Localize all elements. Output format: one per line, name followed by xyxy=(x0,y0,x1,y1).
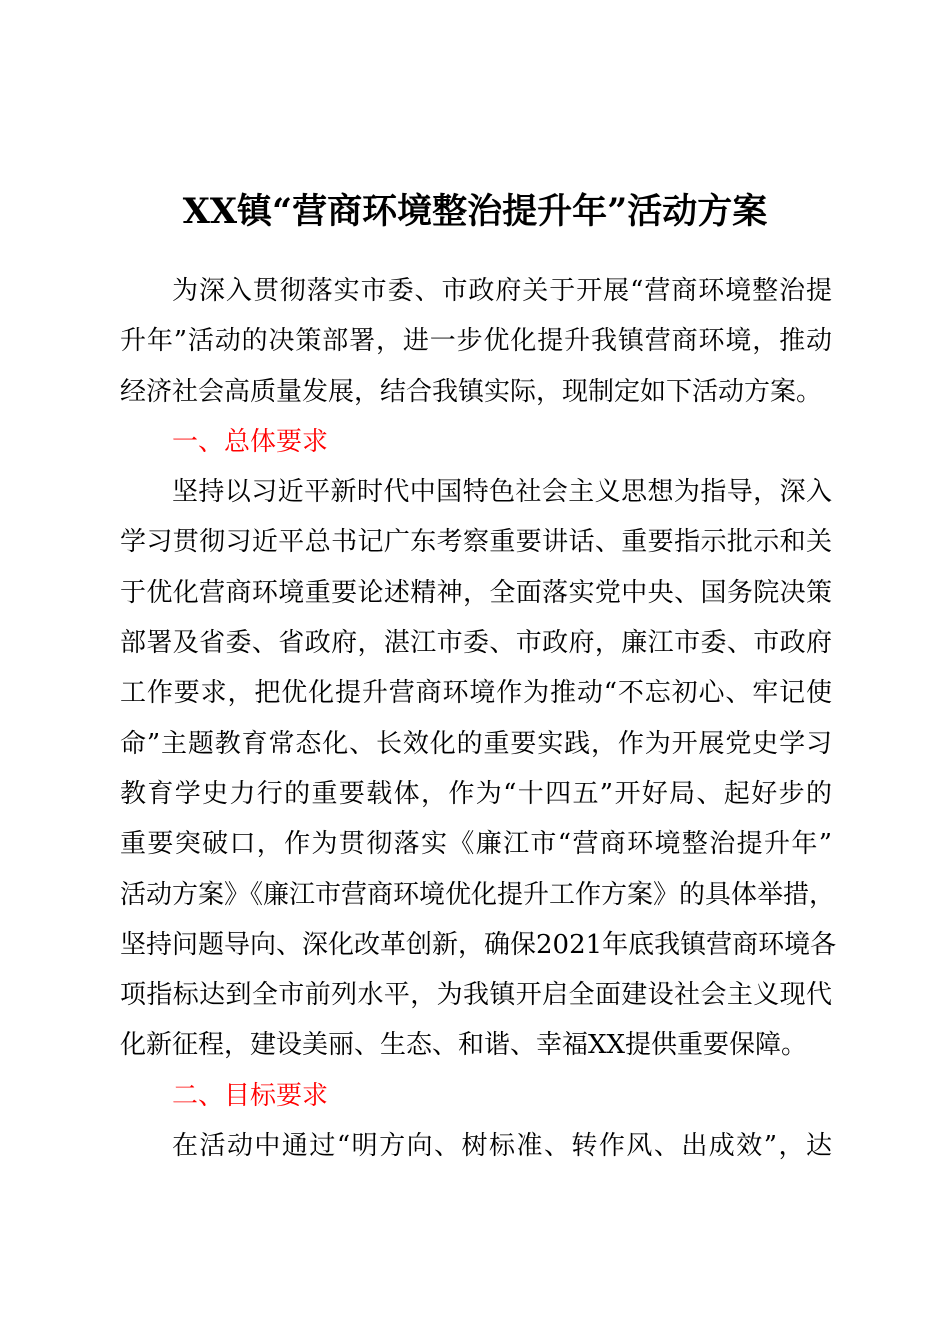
paragraph-line: 教育学史力行的重要载体，作为“十四五”开好局、起好步的 xyxy=(120,778,832,809)
paragraph-line: 在活动中通过“明方向、树标准、转作风、出成效”，达 xyxy=(172,1131,832,1162)
section-heading-1: 一、总体要求 xyxy=(172,426,329,457)
paragraph-line: 学习贯彻习近平总书记广东考察重要讲话、重要指示批示和关 xyxy=(120,527,832,558)
paragraph-line: 升年”活动的决策部署，进一步优化提升我镇营商环境，推动 xyxy=(120,326,832,357)
paragraph-line: 部署及省委、省政府，湛江市委、市政府，廉江市委、市政府 xyxy=(120,628,832,659)
section-heading-2: 二、目标要求 xyxy=(172,1080,329,1111)
paragraph-line: 工作要求，把优化提升营商环境作为推动“不忘初心、牢记使 xyxy=(120,678,832,709)
paragraph-line: 于优化营商环境重要论述精神，全面落实党中央、国务院决策 xyxy=(120,577,832,608)
paragraph-line: 为深入贯彻落实市委、市政府关于开展“营商环境整治提 xyxy=(172,276,832,306)
paragraph-line: 项指标达到全市前列水平，为我镇开启全面建设社会主义现代 xyxy=(120,980,832,1011)
paragraph-line: 重要突破口，作为贯彻落实《廉江市“营商环境整治提升年” xyxy=(120,829,832,860)
paragraph-line: 经济社会高质量发展，结合我镇实际，现制定如下活动方案。 xyxy=(120,376,823,407)
document-body xyxy=(120,266,837,1171)
document-title: XX镇“营商环境整治提升年”活动方案 xyxy=(182,191,768,232)
paragraph-line: 坚持问题导向、深化改革创新，确保2021年底我镇营商环境各 xyxy=(120,929,837,960)
paragraph-line: 命”主题教育常态化、长效化的重要实践，作为开展党史学习 xyxy=(120,728,832,759)
paragraph-line: 化新征程，建设美丽、生态、和谐、幸福XX提供重要保障。 xyxy=(120,1030,808,1061)
paragraph-line: 活动方案》《廉江市营商环境优化提升工作方案》的具体举措， xyxy=(120,879,836,910)
paragraph-line: 坚持以习近平新时代中国特色社会主义思想为指导，深入 xyxy=(172,477,832,508)
